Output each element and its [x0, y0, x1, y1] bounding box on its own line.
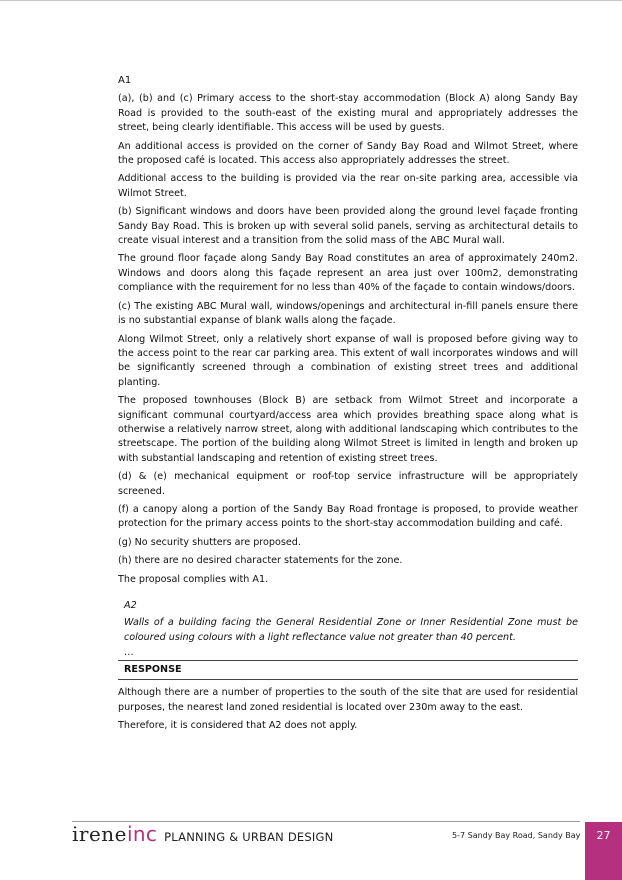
- document-body: [118, 74, 578, 737]
- paragraph: (g) No security shutters are proposed.: [118, 536, 301, 548]
- brand-logo: [72, 822, 333, 846]
- clause-a2: [124, 599, 578, 658]
- paragraph: Along Wilmot Street, only a relatively short expanse of wall is proposed before giving way to the access point to the rear car parking area. This extent of wall incorporates windows and will be significantly screened through a combination of existing street trees and additional planting.: [118, 333, 578, 388]
- paragraph: An additional access is provided on the corner of Sandy Bay Road and Wilmot Street, where the proposed café is located. This access also appropriately addresses the street.: [118, 140, 578, 167]
- paragraph: Additional access to the building is provided via the rear on-site parking area, accessible via Wilmot Street.: [118, 173, 578, 199]
- response-heading: RESPONSE: [118, 660, 578, 680]
- paragraph: The ground floor façade along Sandy Bay Road constitutes an area of approximately 240m2. Windows and doors along this façade represent an area just over 100m2, demonstrating compliance with the requirement for no less than 40% of the façade to contain windows/doors.: [118, 253, 578, 294]
- paragraph: (d) & (e) mechanical equipment or roof-top service infrastructure will be appropriately screened.: [118, 471, 578, 497]
- clause-ellipsis: …: [124, 647, 134, 659]
- conclusion: The proposal complies with A1.: [118, 573, 269, 585]
- paragraph: (h) there are no desired character statements for the zone.: [118, 555, 403, 567]
- paragraph: The proposed townhouses (Block B) are setback from Wilmot Street and incorporate a significant communal courtyard/access area which provides breathing space along what is otherwise a relatively narrow street, along with additional landscaping which contributes to the streetscape. The portion of the building along Wilmot Street is limited in length and broken up with substantial landscaping and retention of existing street trees.: [118, 395, 578, 464]
- page-number: 27: [585, 822, 622, 880]
- response-paragraph: Therefore, it is considered that A2 does not apply.: [118, 720, 358, 732]
- paragraph: (c) The existing ABC Mural wall, windows/openings and architectural in-fill panels ensure there is no substantial expanse of blank walls along the façade.: [118, 300, 578, 327]
- response-paragraph: Although there are a number of properties to the south of the site that are used for residential purposes, the nearest land zoned residential is located over 230m away to the east.: [118, 687, 578, 713]
- top-divider: [0, 0, 622, 1]
- brand-tagline: PLANNING & URBAN DESIGN: [164, 830, 334, 844]
- section-heading-a1: A1: [118, 75, 132, 86]
- brand-name-irene: irene: [72, 822, 128, 846]
- clause-text: Walls of a building facing the General Residential Zone or Inner Residential Zone must be coloured using colours with a light reflectance value not greater than 40 percent.: [124, 617, 578, 643]
- site-address: 5-7 Sandy Bay Road, Sandy Bay: [452, 831, 581, 840]
- clause-heading: A2: [124, 600, 137, 611]
- paragraph: (b) Significant windows and doors have been provided along the ground level façade fronting Sandy Bay Road. This is broken up with several solid panels, serving as architectural details to create visual interest and a transition from the solid mass of the ABC Mural wall.: [118, 206, 578, 247]
- paragraph: (a), (b) and (c) Primary access to the short-stay accommodation (Block A) along Sandy Bay Road is provided to the south-east of the existing mural and appropriately addresses the street, being clearly identifiable. This access will be used by guests.: [118, 93, 578, 134]
- brand-name-inc: inc: [127, 822, 158, 846]
- paragraph: (f) a canopy along a portion of the Sandy Bay Road frontage is proposed, to provide weather protection for the primary access points to the short-stay accommodation building and café.: [118, 503, 578, 530]
